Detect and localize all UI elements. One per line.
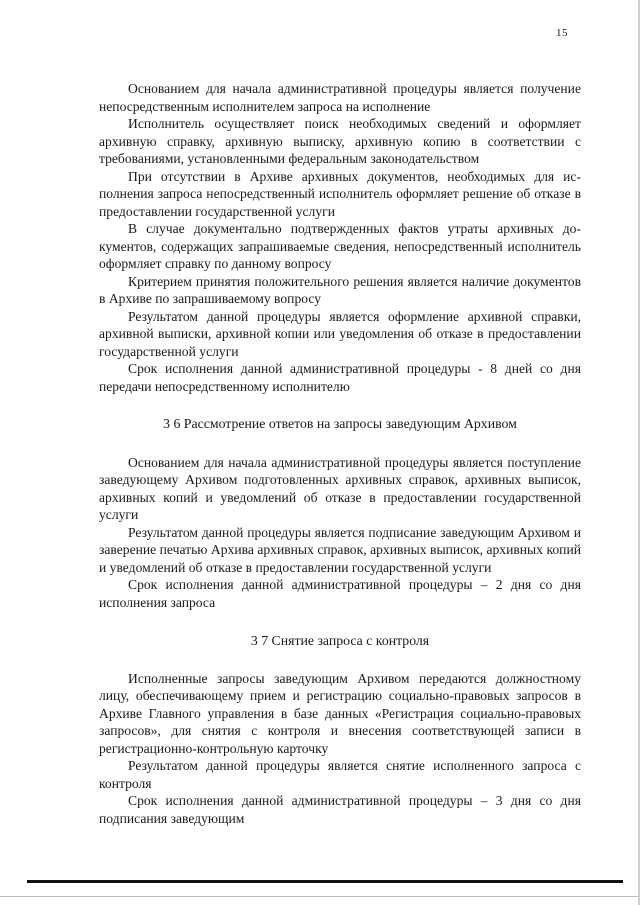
paragraph: Срок исполнения данной административной процедуры – 2 дня со дня исполнения запроса: [99, 577, 581, 610]
document-body: [99, 80, 581, 827]
paragraph: Основанием для начала административной процедуры является получение непосредственным исполнителем запроса на исполнение: [99, 81, 581, 114]
paragraph: Исполненные запросы заведующим Архивом передаются должностному лицу, обеспечивающему прием и регистрацию социально-правовых запросов в Архиве Главного управления в базе данных «Регистрация социально-правовых запросов», для снятия с контроля и внесения соответствующей записи в регистрационно-контрольную карточку: [99, 670, 581, 756]
paragraph: Срок исполнения данной административной процедуры - 8 дней со дня передачи непосредственному исполнителю: [99, 361, 581, 394]
scan-edge-line: [0, 896, 640, 897]
paragraph: При отсутствии в Архиве архивных документов, необходимых для исполнения запроса непосредственный исполнитель оформляет решение об отказе в предоставлении государственной услуги: [99, 168, 581, 219]
paragraph: Критерием принятия положительного решения является наличие документов в Архиве по запрашиваемому вопросу: [99, 273, 581, 306]
paragraph: Результатом данной процедуры является подписание заведующим Архивом и заверение печатью Архива архивных справок, архивных выписок, архивных копий и уведомлений об отказе в предоставлении государственной услуги: [99, 524, 581, 575]
paragraph: Результатом данной процедуры является оформление архивной справки, архивной выписки, архивной копии или уведомления об отказе в предоставлении государственной услуги: [99, 308, 581, 359]
page-number: 15: [556, 27, 568, 39]
paragraph: Срок исполнения данной административной процедуры – 3 дня со дня подписания заведующим: [99, 793, 581, 826]
scan-edge-bar: [27, 880, 623, 883]
paragraph: Исполнитель осуществляет поиск необходимых сведений и оформляет архивную справку, архивную выписку, архивную копию в соответствии с требованиями, установленными федеральным законодательством: [99, 116, 581, 166]
paragraph: Основанием для начала административной процедуры является поступление заведующему Архивом подготовленных архивных справок, архивных выписок, архивных копий и уведомлений об отказе в предоставлении государственной услуги: [99, 454, 581, 522]
paragraph: Результатом данной процедуры является снятие исполненного запроса с контроля: [99, 758, 581, 791]
paragraph: В случае документально подтвержденных фактов утраты архивных документов, содержащих запрашиваемые сведения, непосредственный исполнитель оформляет справку по данному вопросу: [99, 221, 581, 271]
section-heading: 3 7 Снятие запроса с контроля: [250, 633, 430, 648]
section-heading: 3 6 Рассмотрение ответов на запросы заведующим Архивом: [163, 416, 517, 431]
